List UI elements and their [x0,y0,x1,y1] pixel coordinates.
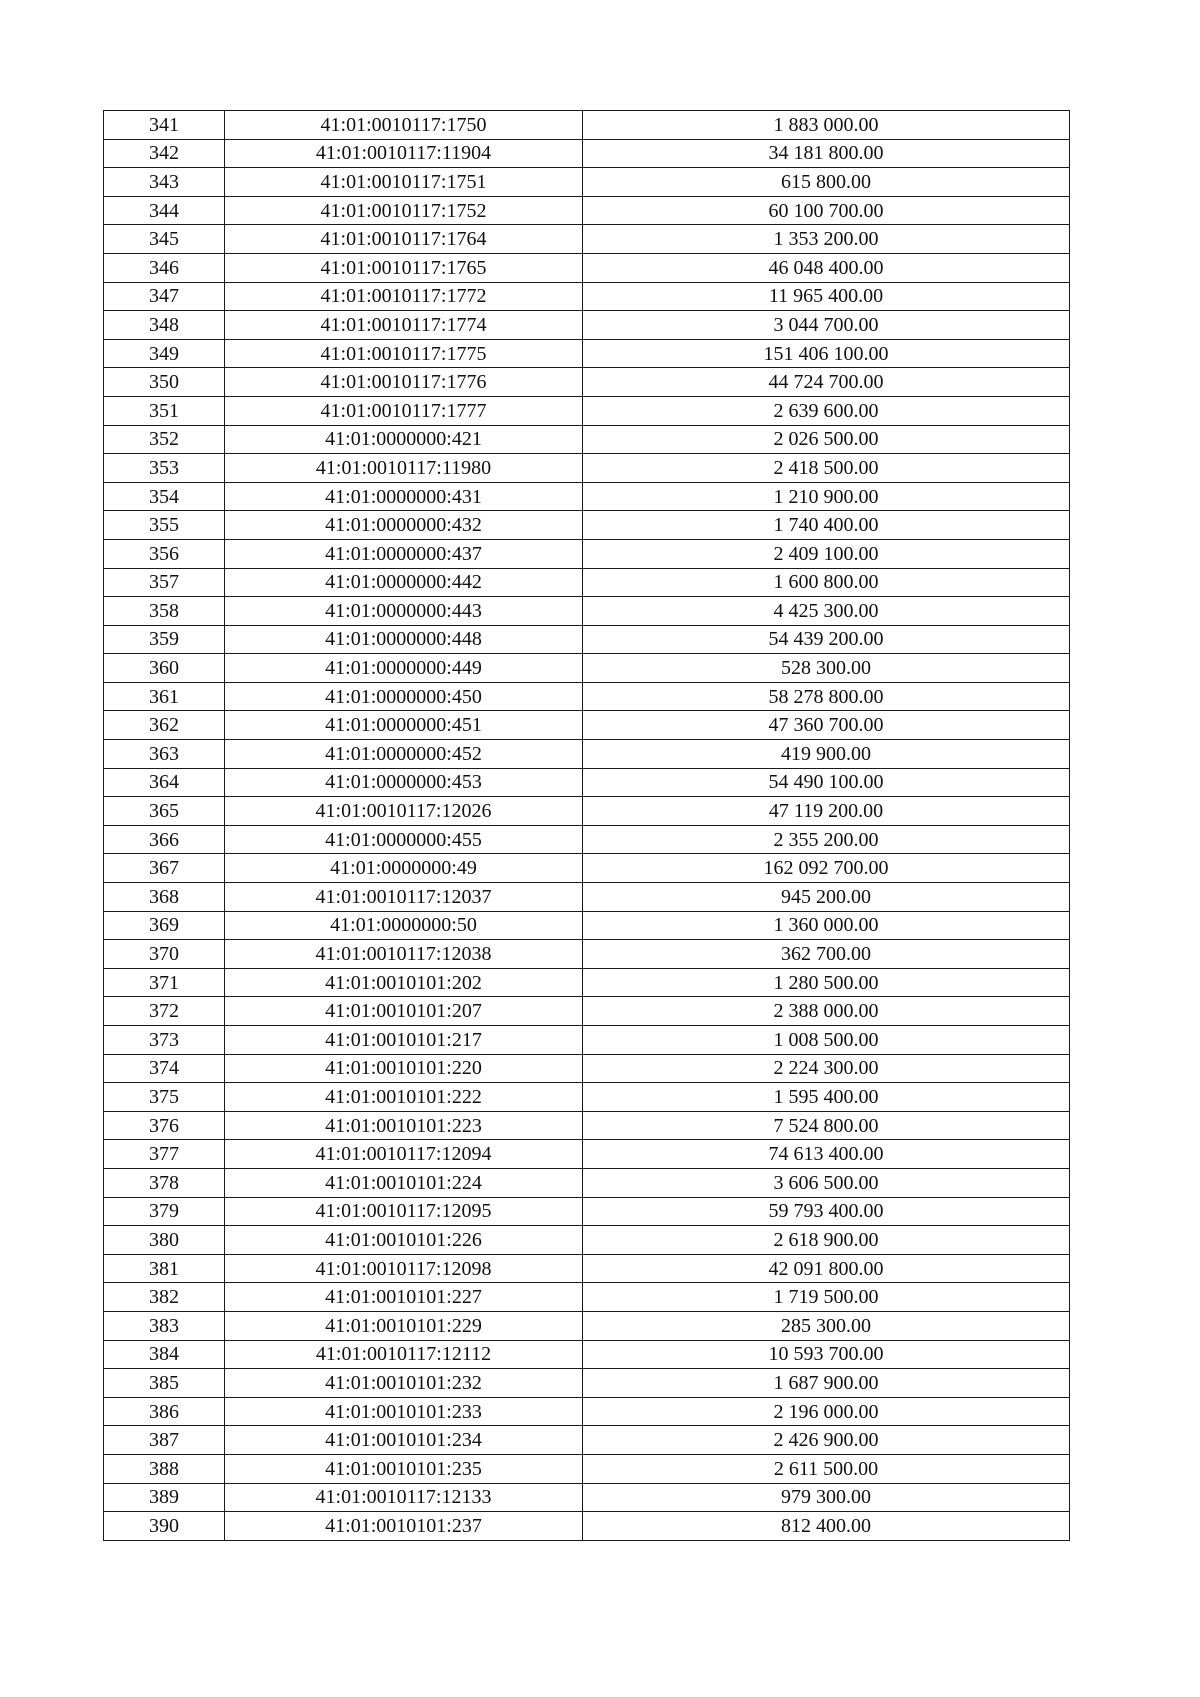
cadastral-number-cell: 41:01:0010101:237 [225,1512,583,1541]
cadastral-value-cell: 60 100 700.00 [583,196,1070,225]
table-row [104,311,1070,340]
table-row [104,597,1070,626]
table-row [104,1197,1070,1226]
cadastral-number-cell: 41:01:0010101:223 [225,1111,583,1140]
row-number-cell: 364 [104,768,225,797]
table-row [104,396,1070,425]
row-number-cell: 342 [104,139,225,168]
row-number-cell: 380 [104,1226,225,1255]
cadastral-number-cell: 41:01:0010117:12094 [225,1140,583,1169]
cadastral-value-cell: 2 409 100.00 [583,539,1070,568]
row-number-cell: 377 [104,1140,225,1169]
cadastral-value-cell: 812 400.00 [583,1512,1070,1541]
cadastral-number-cell: 41:01:0010117:12133 [225,1483,583,1512]
table-row [104,482,1070,511]
row-number-cell: 362 [104,711,225,740]
cadastral-value-cell: 1 719 500.00 [583,1283,1070,1312]
table-row [104,339,1070,368]
row-number-cell: 359 [104,625,225,654]
table-row [104,1254,1070,1283]
row-number-cell: 385 [104,1369,225,1398]
table-row [104,425,1070,454]
table-row [104,368,1070,397]
table-row [104,854,1070,883]
table-row [104,940,1070,969]
cadastral-number-cell: 41:01:0000000:437 [225,539,583,568]
table-row [104,1026,1070,1055]
table-row [104,911,1070,940]
cadastral-value-cell: 1 883 000.00 [583,111,1070,140]
table-row [104,1340,1070,1369]
row-number-cell: 390 [104,1512,225,1541]
row-number-cell: 369 [104,911,225,940]
table-row [104,740,1070,769]
cadastral-value-cell: 1 280 500.00 [583,968,1070,997]
cadastral-value-cell: 2 355 200.00 [583,825,1070,854]
row-number-cell: 375 [104,1083,225,1112]
table-row [104,1311,1070,1340]
table-row [104,711,1070,740]
cadastral-value-cell: 46 048 400.00 [583,253,1070,282]
cadastral-number-cell: 41:01:0010117:1752 [225,196,583,225]
cadastral-value-cell: 1 687 900.00 [583,1369,1070,1398]
row-number-cell: 372 [104,997,225,1026]
cadastral-number-cell: 41:01:0000000:49 [225,854,583,883]
cadastral-value-cell: 2 618 900.00 [583,1226,1070,1255]
table-row [104,997,1070,1026]
row-number-cell: 368 [104,883,225,912]
row-number-cell: 387 [104,1426,225,1455]
cadastral-value-cell: 58 278 800.00 [583,682,1070,711]
cadastral-number-cell: 41:01:0010117:12026 [225,797,583,826]
cadastral-number-cell: 41:01:0000000:431 [225,482,583,511]
table-row [104,539,1070,568]
cadastral-number-cell: 41:01:0000000:453 [225,768,583,797]
cadastral-value-cell: 54 490 100.00 [583,768,1070,797]
cadastral-value-cell: 979 300.00 [583,1483,1070,1512]
cadastral-number-cell: 41:01:0010117:12095 [225,1197,583,1226]
cadastral-number-cell: 41:01:0000000:50 [225,911,583,940]
table-row [104,282,1070,311]
table-row [104,797,1070,826]
cadastral-value-cell: 362 700.00 [583,940,1070,969]
cadastral-value-cell: 11 965 400.00 [583,282,1070,311]
cadastral-number-cell: 41:01:0010117:1764 [225,225,583,254]
cadastral-value-cell: 1 740 400.00 [583,511,1070,540]
cadastral-number-cell: 41:01:0010117:12098 [225,1254,583,1283]
row-number-cell: 383 [104,1311,225,1340]
cadastral-number-cell: 41:01:0000000:450 [225,682,583,711]
cadastral-number-cell: 41:01:0010117:12038 [225,940,583,969]
row-number-cell: 365 [104,797,225,826]
table-row [104,654,1070,683]
cadastral-number-cell: 41:01:0010117:1774 [225,311,583,340]
table-row [104,1369,1070,1398]
cadastral-number-cell: 41:01:0010117:12112 [225,1340,583,1369]
cadastral-number-cell: 41:01:0010101:232 [225,1369,583,1398]
table-body [104,111,1070,1541]
row-number-cell: 355 [104,511,225,540]
cadastral-value-cell: 2 426 900.00 [583,1426,1070,1455]
cadastral-number-cell: 41:01:0000000:442 [225,568,583,597]
table-row [104,1083,1070,1112]
cadastral-number-cell: 41:01:0010117:1765 [225,253,583,282]
cadastral-value-cell: 4 425 300.00 [583,597,1070,626]
table-row [104,454,1070,483]
table-row [104,1168,1070,1197]
cadastral-number-cell: 41:01:0010101:217 [225,1026,583,1055]
cadastral-value-cell: 1 360 000.00 [583,911,1070,940]
row-number-cell: 361 [104,682,225,711]
row-number-cell: 373 [104,1026,225,1055]
table-row [104,1454,1070,1483]
cadastral-number-cell: 41:01:0000000:443 [225,597,583,626]
row-number-cell: 344 [104,196,225,225]
row-number-cell: 348 [104,311,225,340]
table-row [104,196,1070,225]
table-row [104,1226,1070,1255]
table-row [104,768,1070,797]
cadastral-number-cell: 41:01:0010117:11980 [225,454,583,483]
cadastral-number-cell: 41:01:0000000:452 [225,740,583,769]
table-row [104,682,1070,711]
table-row [104,1483,1070,1512]
cadastral-number-cell: 41:01:0000000:448 [225,625,583,654]
row-number-cell: 347 [104,282,225,311]
row-number-cell: 384 [104,1340,225,1369]
cadastral-value-cell: 34 181 800.00 [583,139,1070,168]
cadastral-number-cell: 41:01:0000000:455 [225,825,583,854]
table-row [104,139,1070,168]
cadastral-value-cell: 1 008 500.00 [583,1026,1070,1055]
table-row [104,1283,1070,1312]
table-row [104,168,1070,197]
cadastral-number-cell: 41:01:0010101:229 [225,1311,583,1340]
row-number-cell: 343 [104,168,225,197]
row-number-cell: 378 [104,1168,225,1197]
cadastral-number-cell: 41:01:0000000:451 [225,711,583,740]
row-number-cell: 363 [104,740,225,769]
row-number-cell: 341 [104,111,225,140]
cadastral-value-cell: 74 613 400.00 [583,1140,1070,1169]
table-row [104,1397,1070,1426]
row-number-cell: 370 [104,940,225,969]
row-number-cell: 388 [104,1454,225,1483]
table-row [104,1140,1070,1169]
row-number-cell: 381 [104,1254,225,1283]
cadastral-number-cell: 41:01:0010101:235 [225,1454,583,1483]
cadastral-value-cell: 151 406 100.00 [583,339,1070,368]
cadastral-number-cell: 41:01:0010101:224 [225,1168,583,1197]
cadastral-number-cell: 41:01:0010101:202 [225,968,583,997]
table-row [104,111,1070,140]
cadastral-number-cell: 41:01:0010101:220 [225,1054,583,1083]
row-number-cell: 366 [104,825,225,854]
cadastral-number-cell: 41:01:0000000:421 [225,425,583,454]
cadastral-value-cell: 2 026 500.00 [583,425,1070,454]
cadastral-value-cell: 285 300.00 [583,1311,1070,1340]
cadastral-value-cell: 7 524 800.00 [583,1111,1070,1140]
row-number-cell: 352 [104,425,225,454]
cadastral-number-cell: 41:01:0010117:1777 [225,396,583,425]
cadastral-number-cell: 41:01:0010117:1772 [225,282,583,311]
row-number-cell: 360 [104,654,225,683]
cadastral-value-table [103,110,1070,1541]
row-number-cell: 357 [104,568,225,597]
cadastral-number-cell: 41:01:0010101:233 [225,1397,583,1426]
cadastral-number-cell: 41:01:0010101:227 [225,1283,583,1312]
row-number-cell: 371 [104,968,225,997]
table-row [104,225,1070,254]
cadastral-value-cell: 1 600 800.00 [583,568,1070,597]
cadastral-number-cell: 41:01:0010101:234 [225,1426,583,1455]
cadastral-value-cell: 47 119 200.00 [583,797,1070,826]
cadastral-value-cell: 419 900.00 [583,740,1070,769]
row-number-cell: 386 [104,1397,225,1426]
cadastral-number-cell: 41:01:0010117:12037 [225,883,583,912]
cadastral-value-cell: 10 593 700.00 [583,1340,1070,1369]
cadastral-value-cell: 2 418 500.00 [583,454,1070,483]
cadastral-value-cell: 2 224 300.00 [583,1054,1070,1083]
cadastral-value-cell: 1 353 200.00 [583,225,1070,254]
row-number-cell: 345 [104,225,225,254]
table-row [104,625,1070,654]
row-number-cell: 350 [104,368,225,397]
row-number-cell: 376 [104,1111,225,1140]
cadastral-value-cell: 2 611 500.00 [583,1454,1070,1483]
cadastral-number-cell: 41:01:0010117:1776 [225,368,583,397]
row-number-cell: 374 [104,1054,225,1083]
cadastral-number-cell: 41:01:0010101:226 [225,1226,583,1255]
table-row [104,253,1070,282]
cadastral-value-cell: 47 360 700.00 [583,711,1070,740]
table-row [104,568,1070,597]
row-number-cell: 389 [104,1483,225,1512]
cadastral-value-cell: 54 439 200.00 [583,625,1070,654]
cadastral-value-cell: 42 091 800.00 [583,1254,1070,1283]
table-row [104,968,1070,997]
cadastral-value-cell: 945 200.00 [583,883,1070,912]
row-number-cell: 354 [104,482,225,511]
cadastral-number-cell: 41:01:0000000:432 [225,511,583,540]
row-number-cell: 382 [104,1283,225,1312]
table-row [104,511,1070,540]
cadastral-number-cell: 41:01:0010117:1775 [225,339,583,368]
table-row [104,1512,1070,1541]
row-number-cell: 358 [104,597,225,626]
cadastral-number-cell: 41:01:0010117:11904 [225,139,583,168]
cadastral-value-cell: 1 210 900.00 [583,482,1070,511]
cadastral-value-cell: 615 800.00 [583,168,1070,197]
cadastral-number-cell: 41:01:0010101:222 [225,1083,583,1112]
row-number-cell: 351 [104,396,225,425]
cadastral-value-cell: 59 793 400.00 [583,1197,1070,1226]
table-row [104,883,1070,912]
cadastral-value-cell: 1 595 400.00 [583,1083,1070,1112]
row-number-cell: 353 [104,454,225,483]
cadastral-value-cell: 528 300.00 [583,654,1070,683]
row-number-cell: 379 [104,1197,225,1226]
row-number-cell: 349 [104,339,225,368]
row-number-cell: 356 [104,539,225,568]
table-row [104,825,1070,854]
table-row [104,1054,1070,1083]
cadastral-value-cell: 2 639 600.00 [583,396,1070,425]
cadastral-value-cell: 44 724 700.00 [583,368,1070,397]
cadastral-number-cell: 41:01:0010117:1751 [225,168,583,197]
table-row [104,1426,1070,1455]
row-number-cell: 346 [104,253,225,282]
cadastral-number-cell: 41:01:0010101:207 [225,997,583,1026]
cadastral-value-cell: 162 092 700.00 [583,854,1070,883]
row-number-cell: 367 [104,854,225,883]
cadastral-value-cell: 3 044 700.00 [583,311,1070,340]
table-row [104,1111,1070,1140]
cadastral-number-cell: 41:01:0010117:1750 [225,111,583,140]
cadastral-number-cell: 41:01:0000000:449 [225,654,583,683]
cadastral-value-cell: 2 196 000.00 [583,1397,1070,1426]
cadastral-value-cell: 3 606 500.00 [583,1168,1070,1197]
cadastral-value-cell: 2 388 000.00 [583,997,1070,1026]
